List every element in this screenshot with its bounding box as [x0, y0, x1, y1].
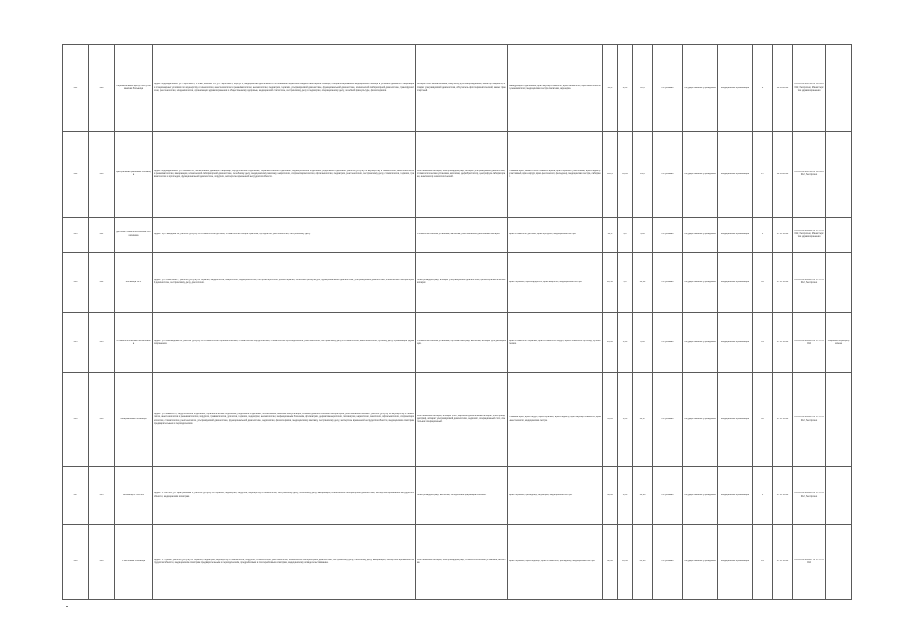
status-cell: [653, 252, 683, 312]
organization-form: [718, 373, 753, 467]
registry-number: [89, 373, 115, 467]
staff-list-text: Заведующий отделением, врач акушер-гинеколог, врач неонатолог, врач анестезиолог-реаниматолог, медицинская сестра палатная, акушерка.: [509, 84, 601, 91]
area-value-text: 88,0: [607, 86, 613, 89]
activity-description: [153, 466, 416, 524]
status-cell-text: Не указано: [661, 560, 674, 563]
organization-name-text: Центральная районная больница: [116, 171, 151, 177]
status-cell-text: Не указано: [661, 233, 674, 236]
issue-date-text: 12.03.2012: [776, 172, 789, 175]
organization-form-text: Медицинская организация: [720, 233, 750, 236]
row-number: [63, 466, 89, 524]
count-value-text: 12,0: [640, 86, 645, 89]
institution-type-text: Государственное учреждение: [684, 341, 716, 344]
activity-description-text: Адрес подразделения: ул. Ленина 45; поликлиника, дневной стационар, хирургическое отделение, терапевтическое отделение, педиатрическое отделение, родильное отделение; работы (услуги) по акушерству и гинекологии, анестезиологии и реаниматологии, вакцинации, клинической лабораторной диагностике, лечебному делу, медицинскому массажу, неврологии, оториноларингологии, офтальмологии, педиатрии, рентгенологии, сестринскому делу, стоматологии, терапии, травматологии и ортопедии, функциональной диагностике, хирургии, экспертизе временной нетрудоспособности.: [154, 169, 414, 178]
note-cell: [826, 313, 852, 373]
issue-date-text: 17.07.2012: [776, 493, 789, 496]
row-number: [63, 132, 89, 217]
row-number: [63, 373, 89, 467]
institution-type-text: Государственное учреждение: [684, 493, 716, 496]
institution-type-text: Государственное учреждение: [684, 233, 716, 236]
license-details: [793, 45, 826, 132]
staff-list-text: Врач-терапевт, врач-кардиолог, врач-невролог, медицинская сестра.: [509, 280, 583, 283]
institution-type: [683, 525, 718, 600]
activity-description: [153, 217, 416, 252]
area-value-text: 28,50: [607, 280, 613, 283]
activity-description-text: Адрес: ул. Советская 7; работы (услуги) по терапии, кардиологии, неврологии, эндокринологии, гастроэнтерологии, физиотерапии, лечебной физкультуре, функциональной диагностике, ультразвуковой диагностике, клинической лабораторной диагностике, сестринскому делу, диетологии.: [154, 279, 414, 285]
staff-list: [508, 252, 603, 312]
quantity-value-text: 12: [761, 418, 764, 421]
activity-description-text: Адрес: ул. Магомедова 22; работы (услуги) по стоматологии терапевтической, стоматологии хирургической, стоматологии ортопедической, рентгенологии, сестринскому делу в стоматологии, анестезиологии, зубному делу, организации здравоохранения.: [154, 339, 414, 345]
organization-form-text: Медицинская организация: [720, 341, 750, 344]
organization-name: [115, 252, 153, 312]
quantity-value-text: 1: [761, 493, 764, 496]
table-row: [63, 217, 852, 252]
institution-type-text: Государственное учреждение: [684, 280, 716, 283]
activity-description-text: Адрес подразделения: ул. Пирогова 3, 1 этаж, кабинет 14; ул. Пирогова 3, корпус 2; медицинская деятельность по оказанию первичной медико-санитарной помощи, специализированной медицинской помощи в условиях дневного стационара и стационарных условиях по акушерству и гинекологии, анестезиологии и реаниматологии, неонатологии, педиатрии, терапии, ультразвуковой диагностике, функциональной диагностике, клинической лабораторной диагностике, трансфузиологии, рентгенологии, эпидемиологии, организации здравоохранения и общественному здоровью, медицинской статистике, сестринскому делу в педиатрии, операционному делу, лечебной физкультуре, физиотерапии.: [154, 83, 414, 92]
equipment-list-text: Стоматологическая установка, автоклав, рентгеновский дентальный аппарат.: [417, 233, 501, 236]
organization-name: [115, 466, 153, 524]
activity-description: [153, 45, 416, 132]
beds-value-text: 41,20: [622, 172, 628, 175]
table-row: [63, 525, 852, 600]
quantity-value: [753, 45, 773, 132]
license-details: [793, 132, 826, 217]
registry-number: [89, 313, 115, 373]
note-cell: [826, 45, 852, 132]
registry-number: [89, 217, 115, 252]
organization-name-text: Участковая больница: [121, 560, 146, 563]
issue-date: [773, 525, 793, 600]
issue-date-text: 17.07.2012: [776, 560, 789, 563]
license-details-text: ЛО-05-01-000813 от 17.07.2012, бессрочно: [794, 279, 824, 285]
staff-list: [508, 373, 603, 467]
organization-name-text: Перинатальный центр Республиканская больница: [116, 84, 151, 91]
activity-description: [153, 525, 416, 600]
count-value-text: 21,00: [639, 560, 646, 563]
area-value-text: 44,0: [607, 233, 613, 236]
registry-number: [89, 252, 115, 312]
activity-description-text: Адрес: с. Хунзах; работы (услуги) по терапии, педиатрии, акушерству и гинекологии, хирургии, стоматологии, рентгенологии, клинической лабораторной диагностике, сестринскому делу, лечебному делу, вакцинации, экспертизе временной нетрудоспособности, медицинским осмотрам предварительным и периодическим, предрейсовым и послерейсовым осмотрам, медицинскому освидетельствованию.: [154, 558, 414, 565]
issue-date: [773, 313, 793, 373]
license-details: [793, 217, 826, 252]
beds-value-text: 2,00: [622, 86, 628, 89]
table-row: [63, 373, 852, 467]
organization-name-text: Больница № 1: [125, 280, 142, 283]
license-details: [793, 313, 826, 373]
row-number-text: 214: [73, 280, 78, 283]
organization-name: [115, 525, 153, 600]
institution-type-text: Государственное учреждение: [684, 86, 716, 89]
quantity-value-text: 27: [761, 172, 764, 175]
registry-rows: [63, 45, 852, 600]
quantity-value: [753, 373, 773, 467]
area-value: [603, 373, 618, 467]
organization-form: [718, 525, 753, 600]
issue-date: [773, 132, 793, 217]
count-value-text: 14,17: [639, 418, 646, 421]
institution-type: [683, 252, 718, 312]
beds-value-text: 1,0: [623, 280, 627, 283]
equipment-list-text: Рентгеновский аппарат, аппарат ИВЛ, наркозно-дыхательный аппарат, электрокардиограф, аппарат ультразвуковой диагностики, эндоскоп, операционный стол, светильник операционный.: [417, 414, 506, 424]
staff-list: [508, 132, 603, 217]
license-details-text: ЛО-05-01-000815 от 17.07.2012, бессрочно: [794, 416, 824, 422]
quantity-value: [753, 132, 773, 217]
note-cell: [826, 466, 852, 524]
issue-date: [773, 466, 793, 524]
area-value-text: 30,00: [607, 493, 613, 496]
row-number-text: 215: [73, 341, 78, 344]
registry-number: [89, 132, 115, 217]
registry-number-text: 213: [99, 341, 104, 344]
status-cell-text: Не указано: [661, 341, 674, 344]
organization-form: [718, 313, 753, 373]
issue-date-text: 17.07.2012: [776, 341, 789, 344]
note-cell: [826, 132, 852, 217]
status-cell: [653, 217, 683, 252]
row-number: [63, 525, 89, 600]
license-details-text: ЛО-05-01-000816 от 17.07.2012, бессрочно: [794, 492, 824, 498]
note-cell: [826, 525, 852, 600]
organization-name: [115, 373, 153, 467]
registry-number-text: 209: [99, 86, 104, 89]
organization-name: [115, 132, 153, 217]
status-cell: [653, 466, 683, 524]
count-value: [633, 45, 653, 132]
equipment-list-text: Рентгеновский аппарат, электрокардиограф, аппарат ультразвуковой диагностики, стоматологическая установка, автоклав, дефибриллятор, центрифуга лабораторная, анализатор гематологический.: [417, 169, 506, 178]
beds-value: [618, 373, 633, 467]
count-value: [633, 466, 653, 524]
organization-name-text: Стоматологическая поликлиника: [116, 339, 151, 345]
beds-value: [618, 45, 633, 132]
equipment-list: [416, 466, 508, 524]
row-number-text: 216: [73, 418, 78, 421]
issue-date: [773, 252, 793, 312]
area-value-text: 42,00: [607, 560, 613, 563]
registry-number: [89, 525, 115, 600]
staff-list-text: Врач-стоматолог детский, врач-ортодонт, медицинская сестра.: [509, 233, 577, 236]
count-value: [633, 373, 653, 467]
license-details: [793, 466, 826, 524]
organization-name-text: Детская стоматологическая поликлиника: [116, 231, 151, 237]
activity-description-text: Адрес: ул. Шамиля 3; хирургическое отделение, терапевтическое отделение, родильное отделение, поликлиника, женская консультация, клинико-диагностическая лаборатория, рентгеновский кабинет; работы (услуги) по акушерству и гинекологии, анестезиологии и реаниматологии, хирургии, травматологии, урологии, терапии, педиатрии, неонатологии, инфекционным болезням, фтизиатрии, дерматовенерологии, психиатрии, наркологии, онкологии, офтальмологии, оториноларингологии, стоматологии, рентгенологии, ультразвуковой диагностике, функциональной диагностике, эндоскопии, физиотерапии, медицинскому массажу, сестринскому делу, экспертизе временной нетрудоспособности, медицинским осмотрам предварительным и периодическим.: [154, 413, 414, 425]
registry-number-text: 212: [99, 280, 104, 283]
issue-date-text: 12.03.2012: [776, 86, 789, 89]
beds-value: [618, 313, 633, 373]
organization-form: [718, 252, 753, 312]
license-details-text: ЛО-05-01-000812 от 17.07.2012, бессрочно, Министерство здравоохранения: [794, 229, 824, 239]
count-value: [633, 525, 653, 600]
staff-list-text: Врач-терапевт, врач-педиатр, врач-стоматолог, фельдшер, медицинская сестра.: [509, 560, 596, 563]
row-number-text: 213: [73, 233, 78, 236]
institution-type: [683, 217, 718, 252]
issue-date: [773, 373, 793, 467]
equipment-list: [416, 217, 508, 252]
quantity-value-text: 24: [761, 560, 764, 563]
row-number: [63, 45, 89, 132]
issue-date: [773, 217, 793, 252]
area-value-text: 120,0: [607, 172, 613, 175]
organization-name-text: Межрайонная больница: [120, 418, 147, 421]
registry-number-text: 211: [99, 233, 104, 236]
staff-list: [508, 45, 603, 132]
activity-description: [153, 373, 416, 467]
equipment-list-text: Электрокардиограф, автоклав, холодильник фармацевтический.: [417, 493, 487, 496]
status-cell: [653, 525, 683, 600]
area-value: [603, 525, 618, 600]
count-value: [633, 313, 653, 373]
registry-number-text: 215: [99, 493, 104, 496]
license-details: [793, 252, 826, 312]
institution-type: [683, 466, 718, 524]
status-cell: [653, 132, 683, 217]
quantity-value: [753, 252, 773, 312]
quantity-value-text: 1: [761, 233, 764, 236]
staff-list: [508, 313, 603, 373]
row-number: [63, 217, 89, 252]
count-value-text: 9,40: [640, 341, 645, 344]
staff-list-text: Врач-стоматолог-терапевт, врач-стоматолог-хирург, врач-стоматолог-ортопед, зубной техник.: [509, 339, 601, 345]
institution-type: [683, 45, 718, 132]
status-cell-text: Не указано: [661, 172, 674, 175]
row-number-text: 211: [73, 86, 78, 89]
equipment-list: [416, 132, 508, 217]
issue-date: [773, 45, 793, 132]
license-details-text: ЛО-05-01-000814 от 17.07.2012: [794, 339, 824, 345]
registry-number: [89, 45, 115, 132]
count-value: [633, 132, 653, 217]
beds-value: [618, 252, 633, 312]
area-value-text: 26,00: [607, 341, 613, 344]
status-cell-text: Не указано: [661, 86, 674, 89]
quantity-value: [753, 313, 773, 373]
quantity-value: [753, 466, 773, 524]
equipment-list-text: Рентгеновский аппарат, электрокардиограф, стоматологическая установка, автоклав.: [417, 558, 506, 565]
table-row: [63, 45, 852, 132]
registry-number-text: 216: [99, 560, 104, 563]
organization-form-text: Медицинская организация: [720, 560, 750, 563]
issue-date-text: 17.07.2012: [776, 233, 789, 236]
note-cell: [826, 373, 852, 467]
status-cell: [653, 373, 683, 467]
table-row: [63, 132, 852, 217]
organization-form: [718, 132, 753, 217]
beds-value: [618, 132, 633, 217]
equipment-list: [416, 373, 508, 467]
institution-type: [683, 373, 718, 467]
institution-type: [683, 313, 718, 373]
equipment-list: [416, 252, 508, 312]
quantity-value-text: 16: [761, 280, 764, 283]
status-cell-text: Не указано: [661, 418, 674, 421]
beds-value-text: 1,00: [622, 493, 628, 496]
organization-form-text: Медицинская организация: [720, 418, 750, 421]
issue-date-text: 17.07.2012: [776, 280, 789, 283]
organization-form-text: Медицинская организация: [720, 86, 750, 89]
license-details-text: ЛО-05-01-000799 от 12.03.2012, бессрочно: [794, 171, 824, 177]
organization-form: [718, 217, 753, 252]
equipment-list: [416, 45, 508, 132]
institution-type-text: Государственное учреждение: [684, 172, 716, 175]
institution-type: [683, 132, 718, 217]
row-number-text: 218: [73, 560, 78, 563]
row-number-text: 212: [73, 172, 78, 175]
note-cell-text: лицензия переоформлена: [827, 339, 850, 345]
quantity-value-text: 8: [761, 86, 764, 89]
equipment-list-text: Электрокардиограф, аппарат ультразвуковой диагностики, физиотерапевтический аппарат.: [417, 279, 506, 285]
equipment-list: [416, 313, 508, 373]
activity-description: [153, 252, 416, 312]
quantity-value: [753, 217, 773, 252]
count-value-text: 4,00: [640, 233, 645, 236]
equipment-list-text: Стоматологическая установка, ортопантомограф, автоклав, аппарат для дезинфекции.: [417, 339, 506, 345]
area-value: [603, 132, 618, 217]
beds-value-text: 4,0: [623, 233, 627, 236]
count-value: [633, 217, 653, 252]
organization-name: [115, 313, 153, 373]
staff-list-text: Главный врач, заместитель главного врача, врач-терапевт участковый, врач-педиатр участковый, врач-хирург, врач-рентгенолог, фельдшер, медицинская сестра, лаборант.: [509, 169, 601, 178]
quantity-value-text: 14: [761, 341, 764, 344]
organization-form: [718, 466, 753, 524]
beds-value-text: 10,00: [622, 560, 628, 563]
table-row: [63, 466, 852, 524]
institution-type-text: Государственное учреждение: [684, 418, 716, 421]
organization-form: [718, 45, 753, 132]
activity-description-text: Адрес: с. Ботлих, ул. Центральная 1; работы (услуги) по терапии, педиатрии, хирургии, акушерству и гинекологии, сестринскому делу, лечебному делу, вакцинации, клинической лабораторной диагностике, экспертизе временной нетрудоспособности, медицинским осмотрам.: [154, 492, 414, 498]
issue-date-text: 17.07.2012: [776, 418, 789, 421]
equipment-list-text: Аппарат ИВЛ неонатальный, инкубатор для новорожденных, монитор пациента, аппарат ультразвуковой диагностики, облучатель фототерапевтический, кювез транспортный.: [417, 83, 506, 92]
beds-value-text: 1,20: [622, 341, 628, 344]
staff-list: [508, 217, 603, 252]
table-row: [63, 252, 852, 312]
organization-name: [115, 45, 153, 132]
activity-description: [153, 313, 416, 373]
organization-form-text: Медицинская организация: [720, 172, 750, 175]
equipment-list: [416, 525, 508, 600]
staff-list-text: Главный врач, врач-хирург, врач-терапевт, врач-педиатр, врач акушер-гинеколог, врач-анестезиолог, медицинская сестра.: [509, 416, 601, 422]
count-value-text: 14,12: [639, 280, 646, 283]
organization-name: [115, 217, 153, 252]
institution-type-text: Государственное учреждение: [684, 560, 716, 563]
table-row: [63, 313, 852, 373]
count-value-text: 29,0: [640, 172, 645, 175]
registry-table: [62, 44, 852, 600]
license-details-text: ЛО-05-01-000798 от 12.03.2012, бессрочно, Министерство здравоохранения: [794, 83, 824, 92]
quantity-value: [753, 525, 773, 600]
staff-list: [508, 466, 603, 524]
beds-value: [618, 466, 633, 524]
note-cell: [826, 252, 852, 312]
license-details-text: ЛО-05-01-000817 от 17.07.2012: [794, 558, 824, 565]
activity-description-text: Адрес: пр. Гамидова 18; работы (услуги) по стоматологии детской, стоматологии общей практики, ортодонтии, рентгенологии, сестринскому делу.: [154, 233, 311, 236]
staff-list: [508, 525, 603, 600]
registry-number-text: 214: [99, 418, 104, 421]
area-value: [603, 466, 618, 524]
count-value-text: 14,00: [639, 493, 646, 496]
status-cell-text: Не указано: [661, 280, 674, 283]
license-details: [793, 373, 826, 467]
registry-number: [89, 466, 115, 524]
organization-name-text: Больница с. Ботлих: [123, 493, 144, 496]
registry-number-text: 210: [99, 172, 104, 175]
area-value: [603, 313, 618, 373]
beds-value: [618, 525, 633, 600]
beds-value: [618, 217, 633, 252]
status-cell-text: Не указано: [661, 493, 674, 496]
area-value: [603, 45, 618, 132]
area-value: [603, 252, 618, 312]
note-cell: [826, 217, 852, 252]
row-number-text: 217: [73, 493, 78, 496]
area-value: [603, 217, 618, 252]
staff-list-text: Врач-терапевт, фельдшер, акушерка, медицинская сестра.: [509, 493, 573, 496]
beds-value-text: 1,00: [622, 418, 628, 421]
status-cell: [653, 313, 683, 373]
activity-description: [153, 132, 416, 217]
organization-form-text: Медицинская организация: [720, 493, 750, 496]
count-value: [633, 252, 653, 312]
page-edge-mark: [66, 606, 68, 607]
license-details: [793, 525, 826, 600]
area-value-text: 31,20: [607, 418, 613, 421]
row-number: [63, 252, 89, 312]
row-number: [63, 313, 89, 373]
status-cell: [653, 45, 683, 132]
organization-form-text: Медицинская организация: [720, 280, 750, 283]
